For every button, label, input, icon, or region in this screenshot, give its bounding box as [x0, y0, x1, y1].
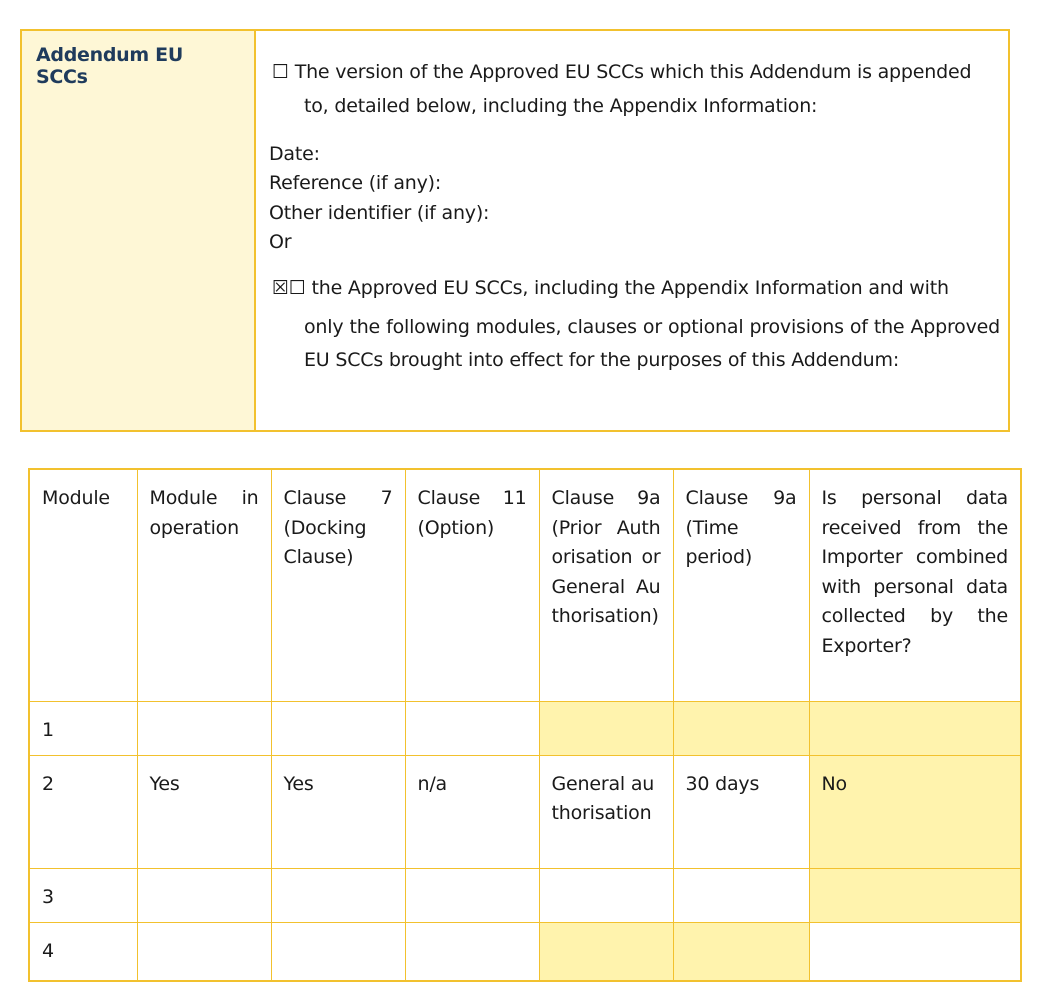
cell-clause-9a-authorisation[interactable]	[539, 701, 673, 755]
addendum-label-cell	[22, 31, 256, 430]
detail-or: Or	[269, 231, 292, 253]
cell-clause-7[interactable]: Yes	[271, 755, 405, 868]
option-version-line1	[272, 61, 971, 83]
table-header-row	[29, 469, 1021, 701]
header-module: Module	[29, 469, 137, 701]
cell-module: 2	[29, 755, 137, 868]
table-row	[29, 755, 1021, 868]
cell-clause-9a-time-period[interactable]	[673, 868, 809, 922]
cell-clause-9a-authorisation[interactable]	[539, 868, 673, 922]
option-modules-line1	[272, 277, 949, 299]
cell-personal-data-combined[interactable]	[809, 701, 1021, 755]
header-module-in-operation: Module in operation	[137, 469, 271, 701]
cell-clause-7[interactable]	[271, 701, 405, 755]
cell-clause-9a-time-period[interactable]	[673, 701, 809, 755]
header-clause-11: Clause 11 (Option)	[405, 469, 539, 701]
option-version-checkbox[interactable]: ☐	[272, 61, 289, 83]
cell-clause-9a-authorisation[interactable]: General authorisation	[539, 755, 673, 868]
option-modules-rest: only the following modules, clauses or optional provisions of the Approved EU SCCs brought into effect for the purposes of this Addendum:	[304, 316, 1000, 371]
addendum-label: Addendum EU SCCs	[36, 44, 183, 88]
header-clause-7: Clause 7 (Docking Clause)	[271, 469, 405, 701]
table-row	[29, 922, 1021, 981]
cell-module-in-operation[interactable]: Yes	[137, 755, 271, 868]
detail-date: Date:	[269, 143, 320, 165]
cell-clause-11[interactable]	[405, 868, 539, 922]
detail-reference: Reference (if any):	[269, 172, 442, 194]
cell-personal-data-combined[interactable]: No	[809, 755, 1021, 868]
cell-module: 4	[29, 922, 137, 981]
header-clause-9a-time-period: Clause 9a (Time period)	[673, 469, 809, 701]
addendum-options-cell	[256, 31, 1008, 430]
cell-clause-11[interactable]	[405, 922, 539, 981]
table-row	[29, 868, 1021, 922]
cell-clause-9a-time-period[interactable]	[673, 922, 809, 981]
option-version-line2: to, detailed below, including the Appendix Information:	[304, 95, 818, 117]
cell-clause-7[interactable]	[271, 922, 405, 981]
cell-module-in-operation[interactable]	[137, 701, 271, 755]
option-modules-checkbox[interactable]: ☒☐	[272, 277, 306, 299]
header-personal-data-combined: Is personal data received from the Importer combined with personal data collected by the Exporter?	[809, 469, 1021, 701]
cell-clause-9a-authorisation[interactable]	[539, 922, 673, 981]
detail-other-identifier: Other identifier (if any):	[269, 202, 490, 224]
cell-module: 1	[29, 701, 137, 755]
cell-personal-data-combined[interactable]	[809, 868, 1021, 922]
addendum-eu-sccs-box	[20, 29, 1010, 432]
cell-clause-9a-time-period[interactable]: 30 days	[673, 755, 809, 868]
option-version-text: The version of the Approved EU SCCs which this Addendum is appended	[294, 61, 972, 83]
cell-clause-7[interactable]	[271, 868, 405, 922]
cell-personal-data-combined[interactable]	[809, 922, 1021, 981]
option-modules-text: the Approved EU SCCs, including the Appendix Information and with	[311, 277, 949, 299]
cell-clause-11[interactable]: n/a	[405, 755, 539, 868]
table-row	[29, 701, 1021, 755]
cell-module: 3	[29, 868, 137, 922]
cell-clause-11[interactable]	[405, 701, 539, 755]
cell-module-in-operation[interactable]	[137, 868, 271, 922]
cell-module-in-operation[interactable]	[137, 922, 271, 981]
modules-table	[28, 468, 1022, 982]
header-clause-9a-authorisation: Clause 9a (Prior Authorisation or General Authorisation)	[539, 469, 673, 701]
